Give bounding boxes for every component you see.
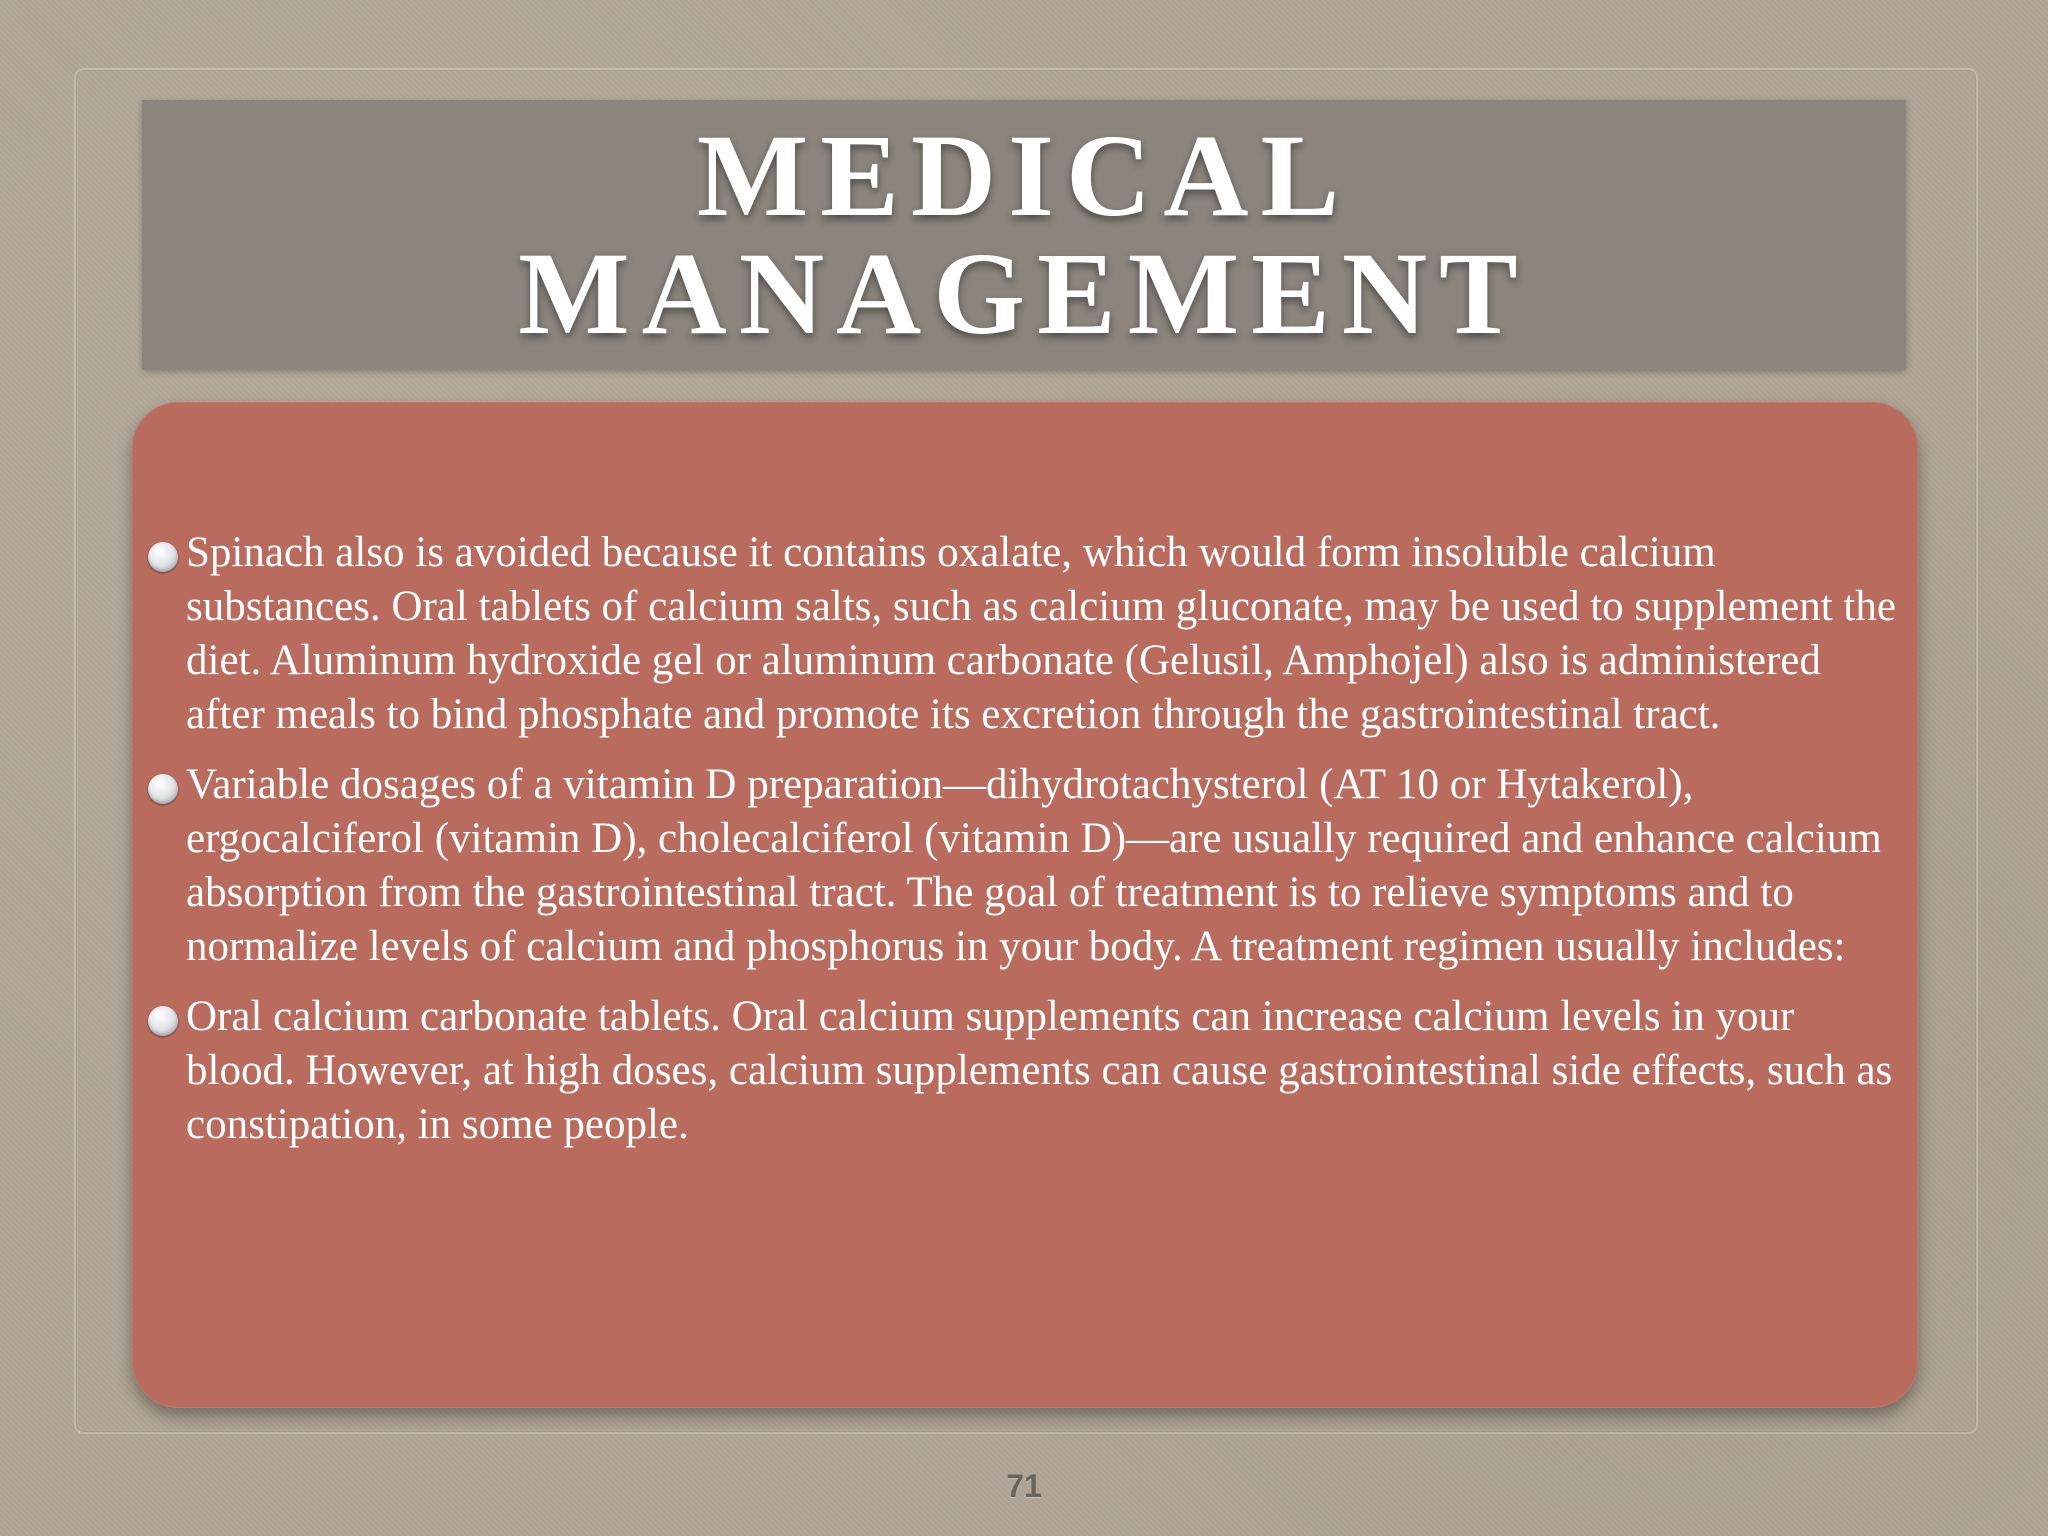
bullet-item [142, 758, 1898, 974]
slide-title-line-1: MEDICAL [696, 110, 1352, 241]
bullet-list [142, 526, 1898, 1152]
bullet-text: Spinach also is avoided because it contains oxalate, which would form insoluble calcium substances. Oral tablets of calcium salts, such as calcium gluconate, may be used to supplement the diet. Aluminum hydroxide gel or aluminum carbonate (Gelusil, Amphojel) also is administered after meals to bind phosphate and promote its excretion through the gastrointestinal tract. [186, 529, 1896, 738]
bullet-icon [148, 542, 178, 572]
bullet-item [142, 526, 1898, 742]
bullet-icon [148, 1006, 178, 1036]
page-number: 71 [1006, 1468, 1042, 1504]
title-band [142, 100, 1906, 370]
content-box [132, 402, 1918, 1408]
bullet-text: Oral calcium carbonate tablets. Oral calcium supplements can increase calcium levels in your blood. However, at high doses, calcium supplements can cause gastrointestinal side effects, such as constipation, in some people. [186, 993, 1893, 1148]
bullet-text: Variable dosages of a vitamin D preparation—dihydrotachysterol (AT 10 or Hytakerol), ergocalciferol (vitamin D), cholecalciferol (vitamin D)—are usually required and enhance calcium absorption from the gastrointestinal tract. The goal of treatment is to relieve symptoms and to normalize levels of calcium and phosphorus in your body. A treatment regimen usually includes: [186, 761, 1882, 970]
slide-title-line-2: MANAGEMENT [518, 228, 1530, 359]
bullet-item [142, 990, 1898, 1152]
bullet-icon [148, 774, 178, 804]
